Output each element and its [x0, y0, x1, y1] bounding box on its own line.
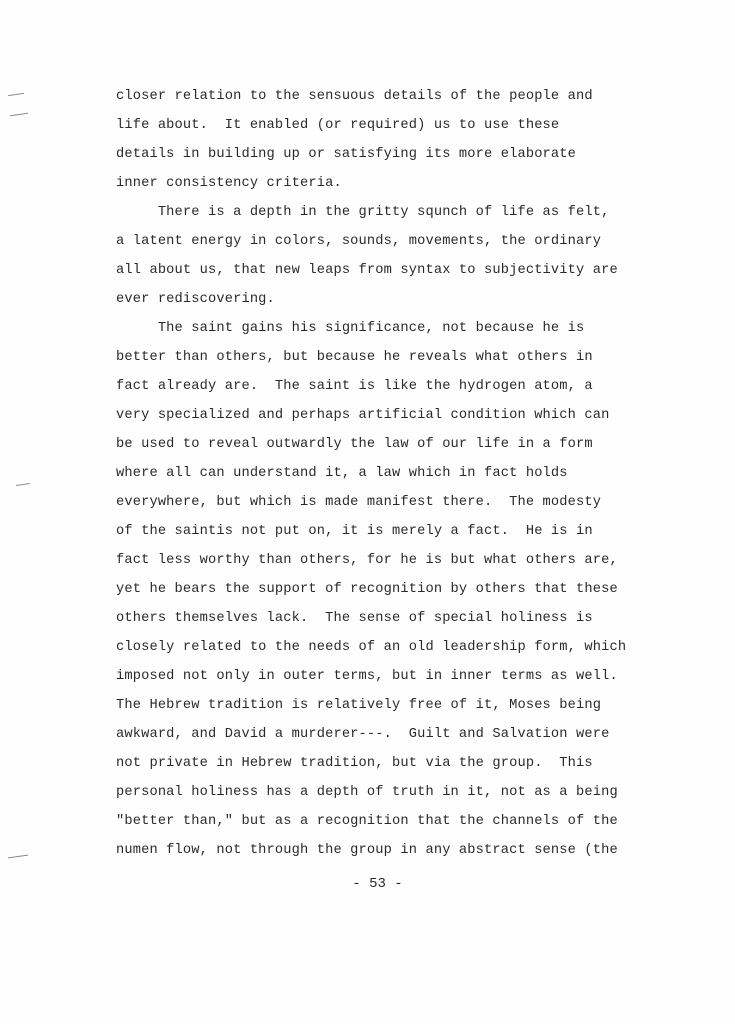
text-line: awkward, and David a murderer---. Guilt and Salvation were: [116, 727, 610, 742]
body-text: [116, 82, 656, 865]
text-line: of the saintis not put on, it is merely a fact. He is in: [116, 524, 593, 539]
text-line: "better than," but as a recognition that the channels of the: [116, 814, 618, 829]
punch-hole-mark: [8, 855, 28, 859]
text-line: a latent energy in colors, sounds, movements, the ordinary: [116, 234, 602, 249]
text-line: everywhere, but which is made manifest there. The modesty: [116, 495, 602, 510]
text-line: personal holiness has a depth of truth in it, not as a being: [116, 785, 618, 800]
text-line: life about. It enabled (or required) us to use these: [116, 118, 560, 133]
text-line: not private in Hebrew tradition, but via the group. This: [116, 756, 593, 771]
text-line: closely related to the needs of an old leadership form, which: [116, 640, 627, 655]
text-line: closer relation to the sensuous details of the people and: [116, 89, 593, 104]
text-line: details in building up or satisfying its more elaborate: [116, 147, 577, 162]
punch-hole-mark: [16, 483, 30, 486]
text-line: very specialized and perhaps artificial condition which can: [116, 408, 610, 423]
text-line: all about us, that new leaps from syntax to subjectivity are: [116, 263, 618, 278]
text-line: The saint gains his significance, not because he is: [116, 321, 585, 336]
text-line: numen flow, not through the group in any abstract sense (the: [116, 843, 618, 858]
text-line: The Hebrew tradition is relatively free of it, Moses being: [116, 698, 602, 713]
punch-hole-mark: [10, 113, 28, 116]
punch-hole-mark: [8, 93, 24, 96]
text-line: better than others, but because he reveals what others in: [116, 350, 593, 365]
text-line: yet he bears the support of recognition by others that these: [116, 582, 618, 597]
text-line: ever rediscovering.: [116, 292, 275, 307]
text-line: imposed not only in outer terms, but in inner terms as well.: [116, 669, 618, 684]
text-line: inner consistency criteria.: [116, 176, 342, 191]
page-number: - 53 -: [352, 876, 403, 892]
text-line: be used to reveal outwardly the law of our life in a form: [116, 437, 593, 452]
text-line: fact already are. The saint is like the hydrogen atom, a: [116, 379, 593, 394]
text-line: There is a depth in the gritty squnch of life as felt,: [116, 205, 610, 220]
text-line: where all can understand it, a law which in fact holds: [116, 466, 568, 481]
text-line: fact less worthy than others, for he is but what others are,: [116, 553, 618, 568]
text-line: others themselves lack. The sense of special holiness is: [116, 611, 593, 626]
